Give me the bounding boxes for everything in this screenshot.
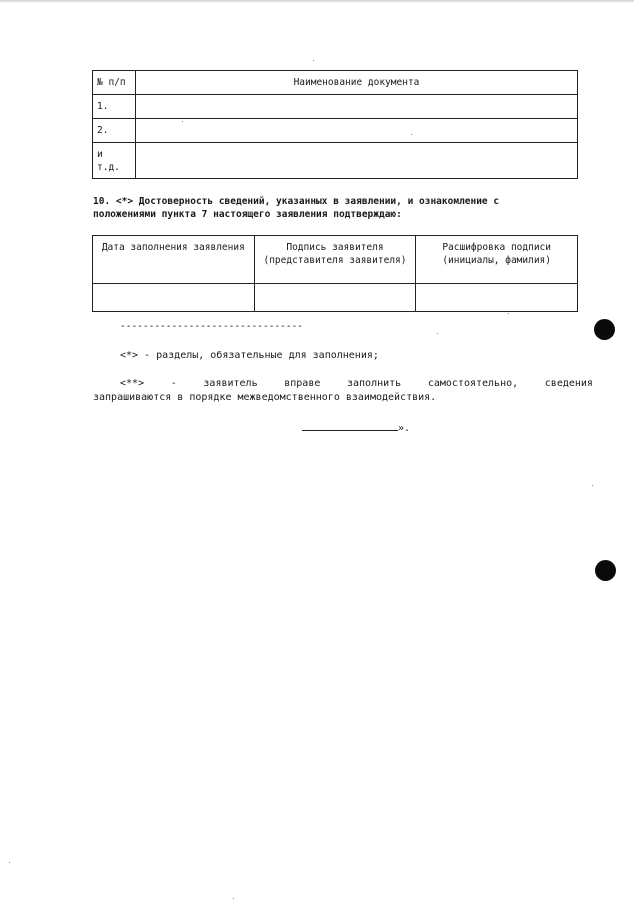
- row-name-cell: [136, 119, 578, 143]
- row-number-cell: и т.д.: [93, 143, 136, 179]
- scan-speck: [592, 485, 593, 486]
- footnote-2-word: самостоятельно,: [427, 378, 519, 389]
- row-number-cell: 2.: [93, 119, 136, 143]
- table-row: [93, 95, 578, 119]
- footnote-2-word: вправе: [284, 378, 321, 389]
- closing-quote: ».: [398, 423, 411, 434]
- scan-speck: [233, 898, 234, 899]
- documents-table-header: [93, 71, 578, 95]
- decoding-header-cell: Расшифровка подписи (инициалы, фамилия): [416, 236, 578, 284]
- row-name-cell: [136, 95, 578, 119]
- scan-speck: [437, 333, 438, 334]
- date-cell: [93, 284, 255, 312]
- footnote-2-word: сведения: [544, 378, 593, 389]
- table-row: [93, 143, 578, 179]
- footnote-separator: --------------------------------: [120, 321, 304, 332]
- footnote-2-word: заявитель: [203, 378, 258, 389]
- blank-underline: [302, 420, 398, 431]
- closing-line: [302, 420, 410, 434]
- footnote-2-line-2: запрашиваются в порядке межведомственного взаимодействия.: [93, 392, 437, 403]
- documents-table: [92, 70, 578, 179]
- signature-table-header: [93, 236, 578, 284]
- signature-header-cell: Подпись заявителя (представителя заявителя): [254, 236, 416, 284]
- footnote-2-word: -: [170, 378, 177, 389]
- signature-table-row: [93, 284, 578, 312]
- signature-cell: [254, 284, 416, 312]
- footnote-2: [93, 377, 593, 405]
- punch-hole-top: [594, 319, 615, 340]
- scan-edge: [0, 0, 634, 3]
- scan-speck: [508, 313, 509, 314]
- signature-table: [92, 235, 578, 312]
- decoding-cell: [416, 284, 578, 312]
- punch-hole-bottom: [595, 560, 616, 581]
- footnote-1: <*> - разделы, обязательные для заполнения;: [120, 350, 379, 361]
- scan-speck: [313, 60, 314, 61]
- footnote-2-word: <**>: [120, 378, 145, 389]
- row-number-cell: 1.: [93, 95, 136, 119]
- header-name-cell: Наименование документа: [136, 71, 578, 95]
- table-row: [93, 119, 578, 143]
- footnote-2-word: заполнить: [347, 378, 402, 389]
- section-10-statement: 10. <*> Достоверность сведений, указанных в заявлении, и ознакомление с положениями пункта 7 настоящего заявления подтверждаю:: [93, 196, 500, 220]
- scan-speck: [182, 121, 183, 122]
- date-header-cell: Дата заполнения заявления: [93, 236, 255, 284]
- scan-speck: [9, 862, 10, 863]
- footnote-2-line-1: [93, 377, 593, 391]
- scan-speck: [411, 134, 412, 135]
- row-name-cell: [136, 143, 578, 179]
- header-number-cell: № п/п: [93, 71, 136, 95]
